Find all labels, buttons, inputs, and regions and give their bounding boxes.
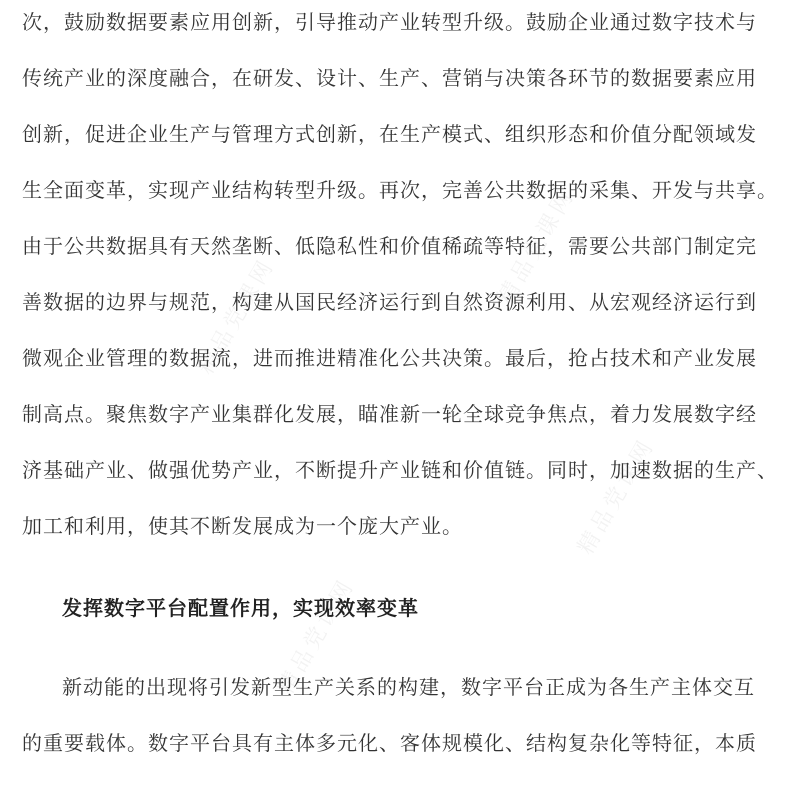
text-line: 善数据的边界与规范，构建从国民经济运行到自然资源利用、从宏观经济运行到 bbox=[22, 290, 757, 314]
text-line: 加工和利用，使其不断发展成为一个庞大产业。 bbox=[22, 514, 463, 538]
text-line: 次，鼓励数据要素应用创新，引导推动产业转型升级。鼓励企业通过数字技术与 bbox=[22, 10, 757, 34]
text-line: 新动能的出现将引发新型生产关系的构建，数字平台正成为各生产主体交互 bbox=[62, 675, 755, 699]
section-heading: 发挥数字平台配置作用，实现效率变革 bbox=[62, 596, 419, 620]
text-line: 创新，促进企业生产与管理方式创新，在生产模式、组织形态和价值分配领域发 bbox=[22, 122, 757, 146]
text-line: 济基础产业、做强优势产业，不断提升产业链和价值链。同时，加速数据的生产、 bbox=[22, 458, 778, 482]
text-line: 的重要载体。数字平台具有主体多元化、客体规模化、结构复杂化等特征，本质 bbox=[22, 731, 757, 755]
watermark-text: 精品党课网 bbox=[573, 433, 661, 560]
text-line: 生全面变革，实现产业结构转型升级。再次，完善公共数据的采集、开发与共享。 bbox=[22, 178, 778, 202]
watermark-text: 精品党课网 bbox=[273, 573, 361, 700]
watermark-text: 精品党课网 bbox=[193, 253, 281, 380]
watermark-text: 精品党课网 bbox=[493, 183, 581, 310]
text-line: 传统产业的深度融合，在研发、设计、生产、营销与决策各环节的数据要素应用 bbox=[22, 66, 757, 90]
text-line: 微观企业管理的数据流，进而推进精准化公共决策。最后，抢占技术和产业发展 bbox=[22, 346, 757, 370]
text-line: 由于公共数据具有天然垄断、低隐私性和价值稀疏等特征，需要公共部门制定完 bbox=[22, 234, 757, 258]
text-line: 制高点。聚焦数字产业集群化发展，瞄准新一轮全球竞争焦点，着力发展数字经 bbox=[22, 402, 757, 426]
